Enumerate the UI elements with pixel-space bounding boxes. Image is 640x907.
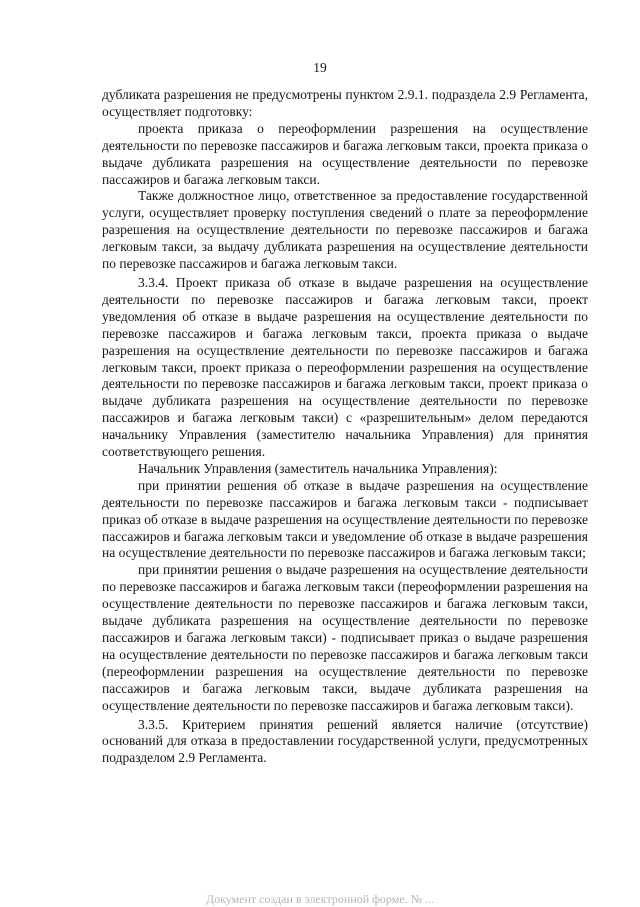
document-body [102, 87, 588, 767]
paragraph-reissue-draft: проекта приказа о переоформлении разрешения на осуществление деятельности по перевозке пассажиров и багажа легковым такси, проекта приказа о выдаче дубликата разрешения на осуществление деятельности по перевозке пассажиров и багажа легковым такси. [102, 120, 588, 187]
paragraph-3-3-5: 3.3.5. Критерием принятия решений является наличие (отсутствие) оснований для отказа в предоставлении государственной услуги, предусмотренных подразделом 2.9 Регламента. [102, 716, 588, 766]
page-number: 19 [313, 60, 327, 75]
paragraph-continuation: дубликата разрешения не предусмотрены пунктом 2.9.1. подраздела 2.9 Регламента, осуществляет подготовку: [102, 87, 588, 119]
paragraph-head-of-department: Начальник Управления (заместитель начальника Управления): [138, 460, 498, 476]
footer-watermark-line: Документ создан в электронной форме. № ... [205, 892, 435, 906]
paragraph-refusal-decision: при принятии решения об отказе в выдаче разрешения на осуществление деятельности по перевозке пассажиров и багажа легковым такси - подписывает приказ об отказе в выдаче разрешения на осуществление деятельности по перевозке пассажиров и багажа легковым такси и уведомление об отказе в выдаче разрешения на осуществление деятельности по перевозке пассажиров и багажа легковым такси; [102, 477, 588, 561]
paragraph-payment-check: Также должностное лицо, ответственное за предоставление государственной услуги, осуществляет проверку поступления сведений о плате за переоформление разрешения на осуществление деятельности по перевозке пассажиров и багажа легковым такси, за выдачу дубликата разрешения на осуществление деятельности по перевозке пассажиров и багажа легковым такси. [102, 188, 588, 272]
paragraph-issue-decision: при принятии решения о выдаче разрешения на осуществление деятельности по перевозке пассажиров и багажа легковым такси (переоформлении разрешения на осуществление деятельности по перевозке пассажиров и багажа легковым такси, выдаче дубликата разрешения на осуществление деятельности по перевозке пассажиров и багажа легковым такси) - подписывает приказ о выдаче разрешения на осуществление деятельности по перевозке пассажиров и багажа легковым такси (переоформлении разрешения на осуществление деятельности по перевозке пассажиров и багажа легковым такси, выдаче дубликата разрешения на осуществление деятельности по перевозке пассажиров и багажа легковым такси). [102, 562, 588, 713]
paragraph-3-3-4: 3.3.4. Проект приказа об отказе в выдаче разрешения на осуществление деятельности по перевозке пассажиров и багажа легковым такси, проект уведомления об отказе в выдаче разрешения на осуществление деятельности по перевозке пассажиров и багажа легковым такси, проекта приказа о выдаче разрешения на осуществление деятельности по перевозке пассажиров и багажа легковым такси, проект приказа о переоформлении разрешения на осуществление деятельности по перевозке пассажиров и багажа легковым такси, проект приказа о выдаче дубликата разрешения на осуществление деятельности по перевозке пассажиров и багажа легковым такси) с «разрешительным» делом передаются начальнику Управления (заместителю начальника Управления) для принятия соответствующего решения. [102, 274, 588, 460]
